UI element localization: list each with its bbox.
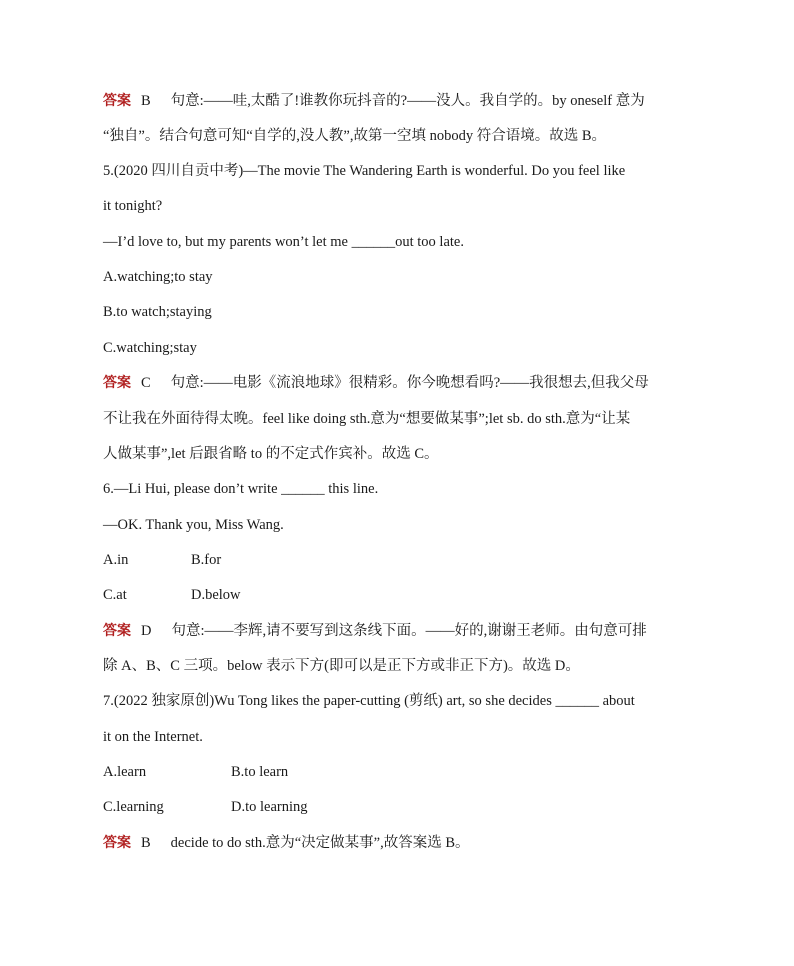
q5-answer-line-3: 人做某事”,let 后跟省略 to 的不定式作宾补。故选 C。 bbox=[103, 446, 439, 462]
q7-option-a: A.learn bbox=[103, 764, 147, 780]
q7-option-c: C.learning bbox=[103, 799, 164, 815]
q6-stem-line-1: 6.—Li Hui, please don’t write ______ this line. bbox=[103, 481, 379, 497]
q5-option-a: A.watching;to stay bbox=[103, 269, 213, 285]
q6-answer-line-2: 除 A、B、C 三项。below 表示下方(即可以是正下方或非正下方)。故选 D。 bbox=[103, 658, 580, 674]
q5-stem-line-1: 5.(2020 四川自贡中考)—The movie The Wandering Earth is wonderful. Do you feel like bbox=[103, 163, 626, 179]
q6-option-b: B.for bbox=[191, 552, 222, 568]
answer-label: 答案 bbox=[103, 623, 131, 639]
answer-text: 句意:——电影《流浪地球》很精彩。你今晚想看吗?——我很想去,但我父母 bbox=[170, 375, 649, 391]
q6-answer-line-1 bbox=[103, 621, 647, 641]
q5-option-c: C.watching;stay bbox=[103, 340, 197, 356]
q5-stem-line-3: —I’d love to, but my parents won’t let me ______out too late. bbox=[103, 234, 464, 250]
answer-letter: D bbox=[141, 623, 152, 639]
answer-letter: B bbox=[141, 93, 151, 109]
q6-option-d: D.below bbox=[191, 587, 241, 603]
q7-stem-line-1: 7.(2022 独家原创)Wu Tong likes the paper-cutting (剪纸) art, so she decides ______ about bbox=[103, 693, 635, 709]
answer-label: 答案 bbox=[103, 835, 131, 851]
answer-letter: B bbox=[141, 835, 151, 851]
answer-text: decide to do sth.意为“决定做某事”,故答案选 B。 bbox=[170, 835, 470, 851]
answer-text: 句意:——李辉,请不要写到这条线下面。——好的,谢谢王老师。由句意可排 bbox=[171, 623, 647, 639]
q6-options-row-1 bbox=[103, 550, 221, 570]
q7-options-row-1 bbox=[103, 762, 288, 782]
q5-answer-line-1 bbox=[103, 373, 649, 393]
answer-text: 句意:——哇,太酷了!谁教你玩抖音的?——没人。我自学的。by oneself 意为 bbox=[170, 93, 645, 109]
q6-option-a: A.in bbox=[103, 552, 129, 568]
q5-answer-line-2: 不让我在外面待得太晚。feel like doing sth.意为“想要做某事”;let sb. do sth.意为“让某 bbox=[103, 411, 631, 427]
q6-stem-line-2: —OK. Thank you, Miss Wang. bbox=[103, 517, 284, 533]
answer-label: 答案 bbox=[103, 93, 131, 109]
q5-stem-line-2: it tonight? bbox=[103, 198, 163, 214]
q4-answer-line-2: “独自”。结合句意可知“自学的,没人教”,故第一空填 nobody 符合语境。故选 B。 bbox=[103, 128, 607, 144]
q6-options-row-2 bbox=[103, 585, 241, 605]
q7-stem-line-2: it on the Internet. bbox=[103, 729, 203, 745]
answer-letter: C bbox=[141, 375, 151, 391]
q5-option-b: B.to watch;staying bbox=[103, 304, 212, 320]
q7-answer-line-1 bbox=[103, 833, 470, 853]
q7-option-b: B.to learn bbox=[231, 764, 289, 780]
q7-options-row-2 bbox=[103, 797, 308, 817]
q6-option-c: C.at bbox=[103, 587, 127, 603]
answer-label: 答案 bbox=[103, 375, 131, 391]
q4-answer-line-1 bbox=[103, 91, 645, 111]
q7-option-d: D.to learning bbox=[231, 799, 308, 815]
